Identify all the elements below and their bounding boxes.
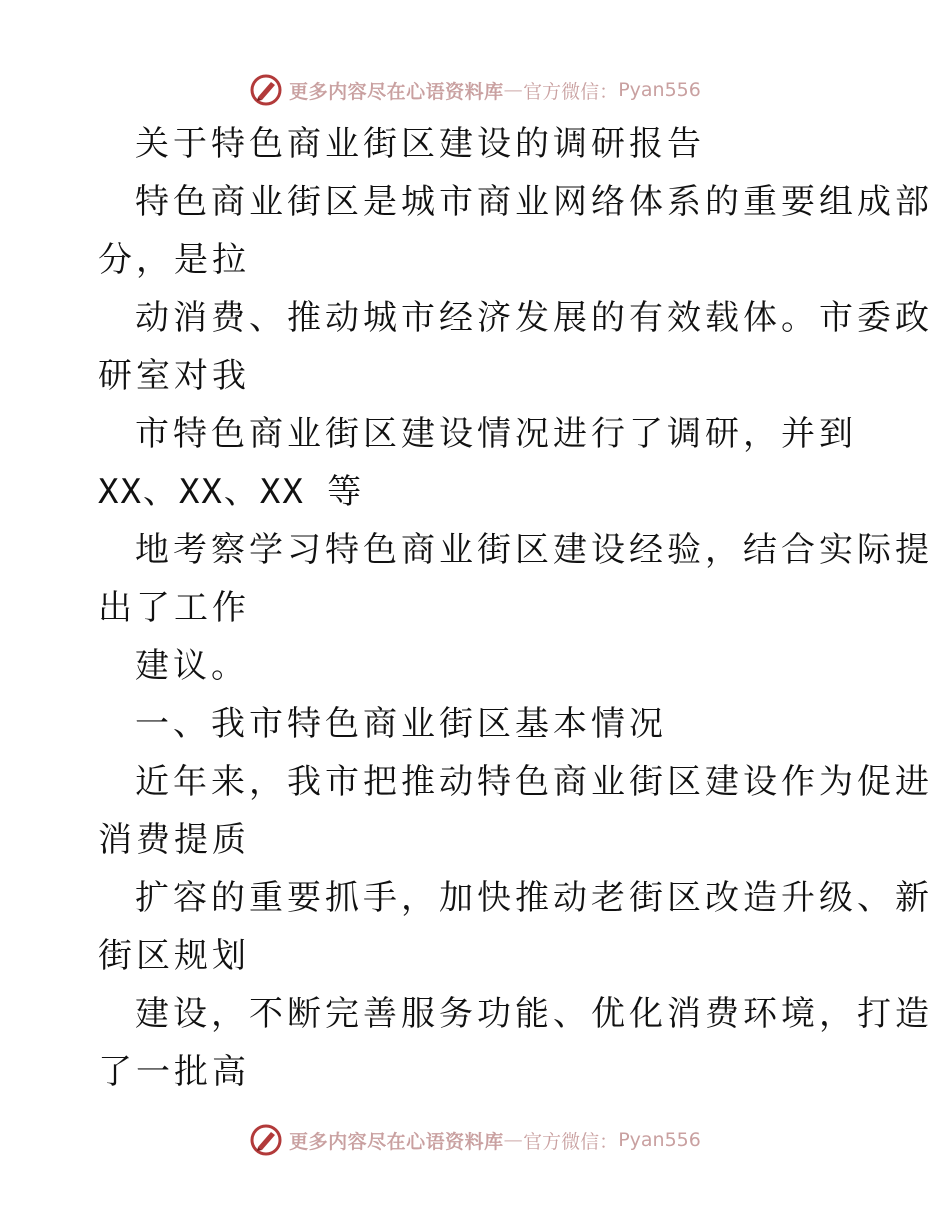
paragraph-line: 消费提质 (98, 820, 250, 860)
watermark-brand-text: 更多内容尽在心语资料库 (289, 1130, 504, 1153)
paragraph-line: 街区规划 (98, 936, 250, 976)
watermark-contact-id: Pyan556 (618, 79, 701, 101)
watermark-brand-text: 更多内容尽在心语资料库 (289, 80, 504, 103)
paragraph-line: 出了工作 (98, 588, 250, 628)
paragraph-line: 研室对我 (98, 356, 250, 396)
paragraph-line: 近年来，我市把推动特色商业街区建设作为促进 (135, 762, 933, 802)
paragraph-line: 特色商业街区是城市商业网络体系的重要组成部 (135, 182, 933, 222)
watermark-contact-label: 官方微信： (523, 1130, 619, 1153)
paragraph-line: 分，是拉 (98, 240, 250, 280)
pen-logo-icon (249, 73, 283, 107)
watermark-contact-id: Pyan556 (618, 1129, 701, 1151)
header-watermark (0, 70, 950, 110)
watermark-dash: — (503, 79, 524, 101)
paragraph-line: 了一批高 (98, 1052, 250, 1092)
paragraph-line: 动消费、推动城市经济发展的有效载体。市委政 (135, 298, 933, 338)
footer-watermark (0, 1120, 950, 1160)
paragraph-line: 扩容的重要抓手，加快推动老街区改造升级、新 (135, 878, 933, 918)
document-title: 关于特色商业街区建设的调研报告 (135, 124, 705, 164)
watermark-dash: — (503, 1129, 524, 1151)
paragraph-line: XX、XX、XX 等 (98, 472, 364, 512)
section-heading: 一、我市特色商业街区基本情况 (135, 704, 667, 744)
paragraph-line: 建设，不断完善服务功能、优化消费环境，打造 (135, 994, 933, 1034)
pen-logo-icon (249, 1123, 283, 1157)
paragraph-line: 市特色商业街区建设情况进行了调研，并到 (135, 414, 857, 454)
paragraph-line: 地考察学习特色商业街区建设经验，结合实际提 (135, 530, 933, 570)
paragraph-line: 建议。 (135, 646, 249, 686)
watermark-contact-label: 官方微信： (523, 80, 619, 103)
